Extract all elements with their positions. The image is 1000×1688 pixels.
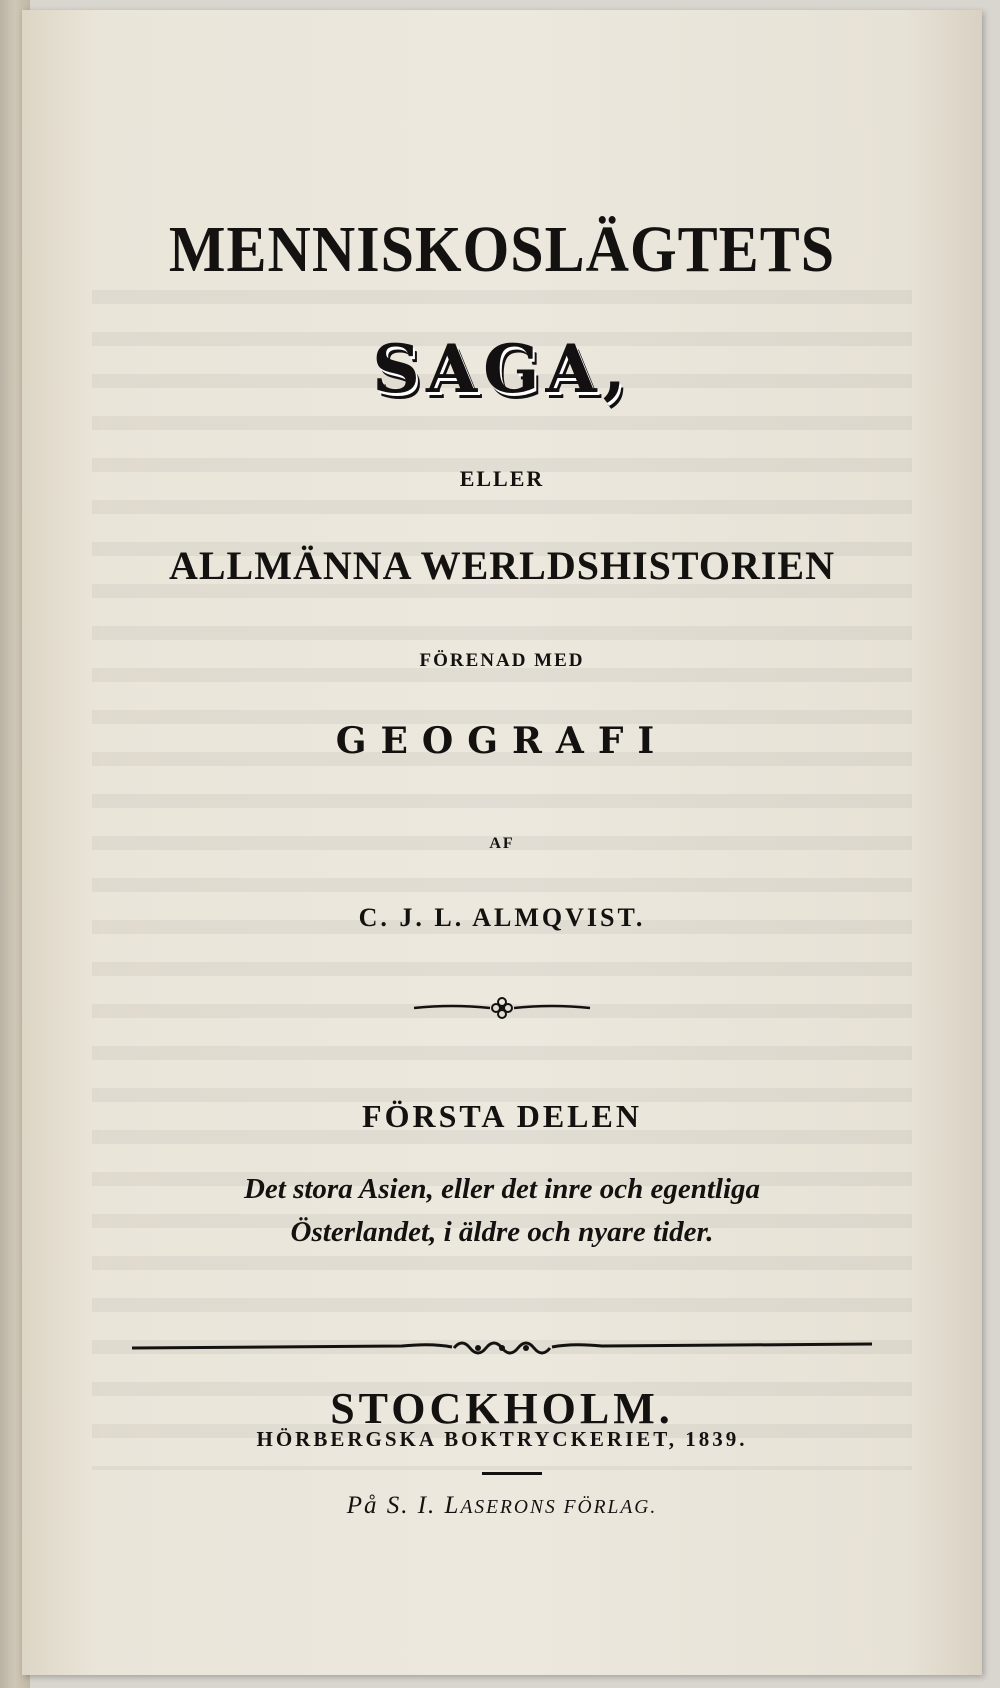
author-name: C. J. L. ALMQVIST. (358, 903, 646, 932)
imprint-publisher (112, 1492, 892, 1520)
part-heading: FÖRSTA DELEN (362, 1098, 642, 1134)
title-page (22, 10, 982, 1675)
publisher-smallcaps: ASERONS FÖRLAG. (460, 1497, 658, 1518)
publisher-prefix: På S. I. L (346, 1492, 461, 1519)
divider-ornament (132, 1335, 872, 1361)
title-geografi: GEOGRAFI (335, 720, 669, 762)
imprint-rule (482, 1472, 542, 1475)
main-title: MENNISKOSLÄGTETS (168, 212, 836, 286)
alternate-title: ALLMÄNNA WERLDSHISTORIEN (168, 543, 835, 588)
part-subtitle-line-1: Det stora Asien, eller det inre och egentliga (243, 1173, 761, 1205)
floral-ornament (412, 995, 592, 1021)
imprint-city: STOCKHOLM. (330, 1384, 674, 1433)
title-connector-eller: ELLER (459, 466, 545, 491)
title-saga: SAGA, (372, 330, 632, 408)
title-connector-forenad: FÖRENAD MED (419, 650, 585, 671)
imprint-printer: HÖRBERGSKA BOKTRYCKERIET, 1839. (256, 1427, 748, 1451)
byline-af: AF (489, 835, 515, 852)
part-subtitle-line-2: Österlandet, i äldre och nyare tider. (290, 1216, 714, 1248)
